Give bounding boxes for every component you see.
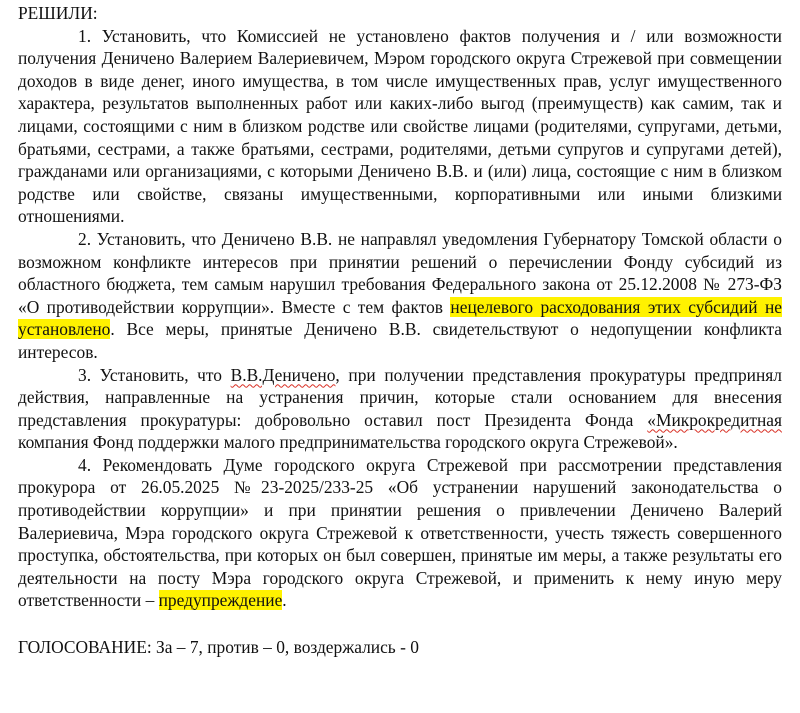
decision-item-2 — [18, 228, 782, 364]
decision-item-1: 1. Установить, что Комиссией не установлено фактов получения и / или возможности получения Деничено Валерием Валериевичем, Мэром городского округа Стрежевой при совмещении доходов в виде денег, иного имущества, в том числе имущественных прав, услуг имущественного характера, результатов выполненных работ или каких-либо выгод (преимуществ) как самим, так и лицами, состоящими с ним в близком родстве или свойстве лицами (родителями, супругами, детьми, братьями, сестрами, а также братьями, сестрами, родителями, детьми супругов и супругами детей), гражданами или организациями, с которыми Деничено В.В. и (или) лица, состоящие с ним в близком родстве или свойстве, связаны имущественными, корпоративными или иными близкими отношениями. — [18, 25, 782, 227]
decision-item-4 — [18, 454, 782, 612]
decision-item-4-text-end: . — [282, 590, 287, 611]
decision-item-4-text-start: 4. Рекомендовать Думе городского округа Стрежевой при рассмотрении представления прокурора от 26.05.2025 №23-2025/233-25 «Об устранении нарушений законодательства о противодействии коррупции» и при принятии решения о привлечении Деничено Валерий Валериевича, Мэра городского округа Стрежевой к ответственности, учесть тяжесть совершенного проступка, обстоятельства, при которых он был совершен, принятые им меры, а также результаты его деятельности на посту Мэра городского округа Стрежевой, и применить к нему иную меру ответственности – — [18, 454, 782, 611]
decision-item-3-text-end: компания Фонд поддержки малого предпринимательства городского округа Стрежевой». — [18, 432, 678, 453]
blank-line — [18, 612, 782, 636]
decision-heading: РЕШИЛИ: — [18, 3, 98, 23]
decision-item-3-text-start: 3. Установить, что — [78, 364, 231, 385]
decision-item-2-text-start: 2. Установить, что Деничено В.В. не направлял уведомления Губернатору Томской области о возможном конфликте интересов при принятии решений о перечислении Фонду субсидий из областного бюджета, тем самым нарушил требования Федерального закона от 25.12.2008 № 273-ФЗ «О противодействии коррупции». Вместе с тем фактов — [18, 228, 782, 317]
spellcheck-underlined-word: «Микрокредитная — [647, 409, 782, 430]
highlighted-text: нецелевого расходования этих субсидий не установлено — [18, 296, 783, 340]
spellcheck-underlined-name: В.В.Деничено — [230, 364, 336, 385]
decision-item-3 — [18, 364, 782, 454]
highlighted-text: предупреждение — [158, 590, 283, 611]
voting-result: ГОЛОСОВАНИЕ: За – 7, против – 0, воздержались - 0 — [18, 637, 419, 658]
decision-item-3-text-middle: , при получении представления прокуратуры предпринял действия, направленные на устранения причин, которые стали основанием для внесения представления прокуратуры: добровольно оставил пост Президента Фонда — [18, 364, 782, 430]
decision-item-2-text-end: . Все меры, принятые Деничено В.В. свидетельствуют о недопущении конфликта интересов. — [18, 319, 782, 362]
document-body — [18, 2, 782, 659]
